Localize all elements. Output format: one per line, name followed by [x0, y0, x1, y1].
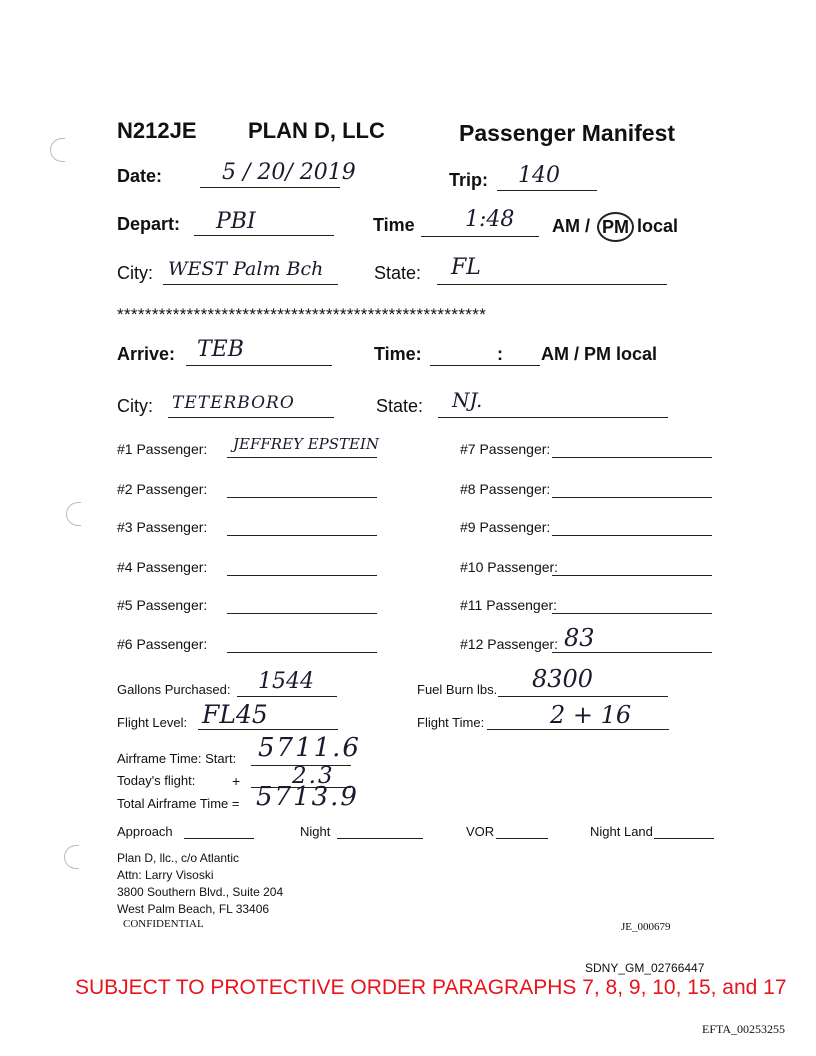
flight-level-label: Flight Level:	[117, 715, 188, 730]
date-label: Date:	[117, 166, 163, 186]
address-line: Attn: Larry Visoski	[117, 868, 214, 882]
trip-label: Trip:	[449, 170, 488, 190]
page-title: Passenger Manifest	[459, 120, 676, 146]
passenger-name-value: 83	[564, 624, 595, 652]
tail-number: N212JE	[117, 118, 197, 143]
airframe-start-label: Airframe Time: Start:	[117, 751, 237, 766]
passenger-label: #9 Passenger:	[460, 519, 551, 535]
address-line: West Palm Beach, FL 33406	[117, 902, 270, 916]
flight-time-value: 2 + 16	[550, 701, 632, 729]
arrive-city-value: TETERBORO	[172, 393, 295, 413]
passenger-label: #10 Passenger:	[460, 559, 559, 575]
gallons-label: Gallons Purchased:	[117, 682, 231, 697]
flight-level-value: FL45	[202, 700, 268, 729]
state-label: State:	[376, 396, 424, 416]
arrive-label: Arrive:	[117, 344, 176, 364]
night-land-label: Night Land	[590, 824, 653, 839]
passenger-label: #12 Passenger:	[460, 636, 559, 652]
total-airframe-label: Total Airframe Time =	[117, 796, 240, 811]
passenger-label: #3 Passenger:	[117, 519, 208, 535]
trip-value: 140	[518, 163, 560, 188]
depart-am-label: AM /	[552, 216, 590, 236]
passenger-label: #1 Passenger:	[117, 441, 208, 457]
depart-time-value: 1:48	[465, 207, 515, 232]
depart-local-label: local	[637, 216, 679, 236]
arrive-time-label: Time:	[374, 344, 422, 364]
passenger-label: #6 Passenger:	[117, 636, 208, 652]
arrive-value: TEB	[197, 337, 244, 362]
arrive-ampm-label: AM / PM local	[541, 344, 658, 364]
company-name: PLAN D, LLC	[248, 118, 385, 143]
night-label: Night	[300, 824, 331, 839]
arrive-time-colon: :	[497, 344, 503, 364]
fuel-burn-label: Fuel Burn lbs.	[417, 682, 498, 697]
passenger-label: #4 Passenger:	[117, 559, 208, 575]
passenger-label: #7 Passenger:	[460, 441, 551, 457]
passenger-name-value: JEFFREY EPSTEIN	[233, 435, 380, 453]
punch-hole-mark	[50, 138, 65, 162]
address-line: Plan D, llc., c/o Atlantic	[117, 851, 240, 865]
depart-label: Depart:	[117, 214, 181, 234]
passenger-label: #5 Passenger:	[117, 597, 208, 613]
gallons-value: 1544	[258, 669, 314, 694]
depart-time-label: Time	[373, 215, 415, 235]
confidential-stamp: CONFIDENTIAL	[123, 918, 204, 930]
city-label: City:	[117, 396, 153, 416]
sdny-bates-number: SDNY_GM_02766447	[585, 961, 705, 975]
todays-flight-plus: +	[232, 773, 241, 789]
state-label: State:	[374, 263, 422, 283]
todays-flight-label: Today's flight:	[117, 773, 196, 788]
depart-city-value: WEST Palm Bch	[168, 258, 324, 280]
total-airframe-value: 5713.9	[256, 782, 359, 812]
punch-hole-mark	[64, 845, 79, 869]
punch-hole-mark	[66, 502, 81, 526]
approach-label: Approach	[117, 824, 173, 839]
city-label: City:	[117, 263, 153, 283]
passenger-label: #2 Passenger:	[117, 481, 208, 497]
vor-label: VOR	[466, 824, 495, 839]
fuel-burn-value: 8300	[532, 665, 594, 693]
depart-value: PBI	[216, 209, 256, 234]
depart-state-value: FL	[451, 255, 481, 280]
je-bates-number: JE_000679	[621, 921, 671, 933]
airframe-start-value: 5711.6	[258, 733, 361, 763]
protective-order-notice: SUBJECT TO PROTECTIVE ORDER PARAGRAPHS 7, 8, 9, 10, 15, and 17	[75, 976, 787, 999]
date-value: 5 / 20/ 2019	[222, 160, 356, 185]
passenger-label: #11 Passenger:	[460, 597, 558, 613]
passenger-label: #8 Passenger:	[460, 481, 551, 497]
depart-pm-circled: PM	[597, 212, 634, 242]
asterisk-divider: *****************************************************	[117, 305, 487, 324]
todays-flight-value: 2.3	[292, 763, 335, 789]
address-line: 3800 Southern Blvd., Suite 204	[117, 885, 284, 899]
arrive-state-value: NJ.	[452, 388, 483, 412]
flight-time-label: Flight Time:	[417, 715, 485, 730]
efta-bates-number: EFTA_00253255	[702, 1022, 786, 1036]
